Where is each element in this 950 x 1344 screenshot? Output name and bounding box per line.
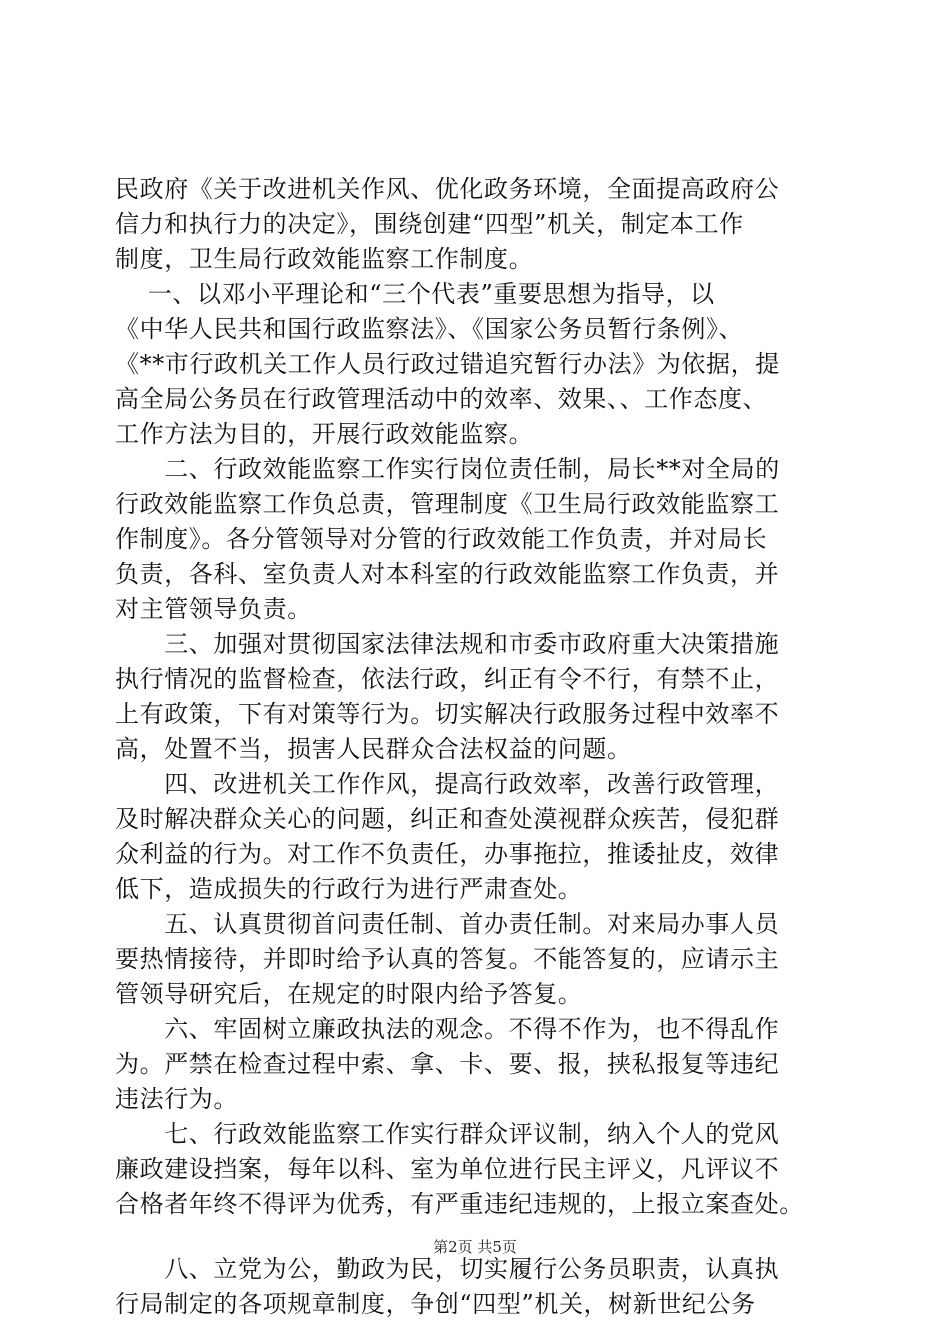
- text-line: 廉政建设挡案，每年以科、室为单位进行民主评义，凡评议不: [115, 1155, 780, 1183]
- text-line: 信力和执行力的决定》，围绕创建“四型”机关，制定本工作: [115, 210, 744, 238]
- text-line: 制度，卫生局行政效能监察工作制度。: [115, 245, 534, 273]
- text-line: 要热情接待，并即时给予认真的答复。不能答复的，应请示主: [115, 945, 780, 973]
- text-line: 执行情况的监督检查，依法行政，纠正有令不行，有禁不止，: [115, 665, 780, 693]
- text-line: 负责，各科、室负责人对本科室的行政效能监察工作负责，并: [115, 560, 780, 588]
- text-line: 为。严禁在检查过程中索、拿、卡、要、报，挟私报复等违纪: [115, 1050, 780, 1078]
- text-line: 四、改进机关工作作风，提高行政效率，改善行政管理，: [115, 770, 780, 798]
- text-line: 七、行政效能监察工作实行群众评议制，纳入个人的党风: [115, 1120, 780, 1148]
- text-line: 《中华人民共和国行政监察法》、《国家公务员暂行条例》、: [115, 315, 744, 343]
- text-line: 五、认真贯彻首问责任制、首办责任制。对来局办事人员: [115, 910, 780, 938]
- text-line: 低下，造成损失的行政行为进行严肃查处。: [115, 875, 583, 903]
- text-line: 三、加强对贯彻国家法律法规和市委市政府重大决策措施: [115, 630, 780, 658]
- text-line: 对主管领导负责。: [115, 595, 312, 623]
- text-line: 合格者年终不得评为优秀，有严重违纪违规的，上报立案查处。: [115, 1190, 804, 1218]
- document-body: [115, 172, 835, 1322]
- text-line: 《**市行政机关工作人员行政过错追究暂行办法》为依据，提: [115, 350, 780, 378]
- page-footer: 第2页 共5页: [433, 1238, 517, 1256]
- text-line: 违法行为。: [115, 1085, 238, 1113]
- text-line: 众利益的行为。对工作不负责任，办事拖拉，推诿扯皮，效律: [115, 840, 780, 868]
- text-line: 民政府《关于改进机关作风、优化政务环境，全面提高政府公: [115, 175, 780, 203]
- text-line: 管领导研究后，在规定的时限内给予答复。: [115, 980, 583, 1008]
- text-line: 六、牢固树立廉政执法的观念。不得不作为，也不得乱作: [115, 1015, 780, 1043]
- text-line: 高，处置不当，损害人民群众合法权益的问题。: [115, 735, 632, 763]
- text-line: 作制度》。各分管领导对分管的行政效能工作负责，并对局长: [115, 525, 768, 553]
- text-line: 行政效能监察工作负总责，管理制度《卫生局行政效能监察工: [115, 490, 780, 518]
- text-line: 高全局公务员在行政管理活动中的效率、效果、、工作态度、: [115, 385, 768, 413]
- text-line: 工作方法为目的，开展行政效能监察。: [115, 420, 534, 448]
- text-line: 二、行政效能监察工作实行岗位责任制，局长**对全局的: [115, 455, 780, 483]
- text-line: 行局制定的各项规章制度，争创“四型”机关，树新世纪公务: [115, 1290, 756, 1318]
- text-line: 八、立党为公，勤政为民，切实履行公务员职责，认真执: [115, 1255, 780, 1283]
- text-line: 及时解决群众关心的问题，纠正和查处漠视群众疾苦，侵犯群: [115, 805, 780, 833]
- text-line: 上有政策，下有对策等行为。切实解决行政服务过程中效率不: [115, 700, 780, 728]
- text-line: 一、以邓小平理论和“三个代表”重要思想为指导，以: [115, 280, 715, 308]
